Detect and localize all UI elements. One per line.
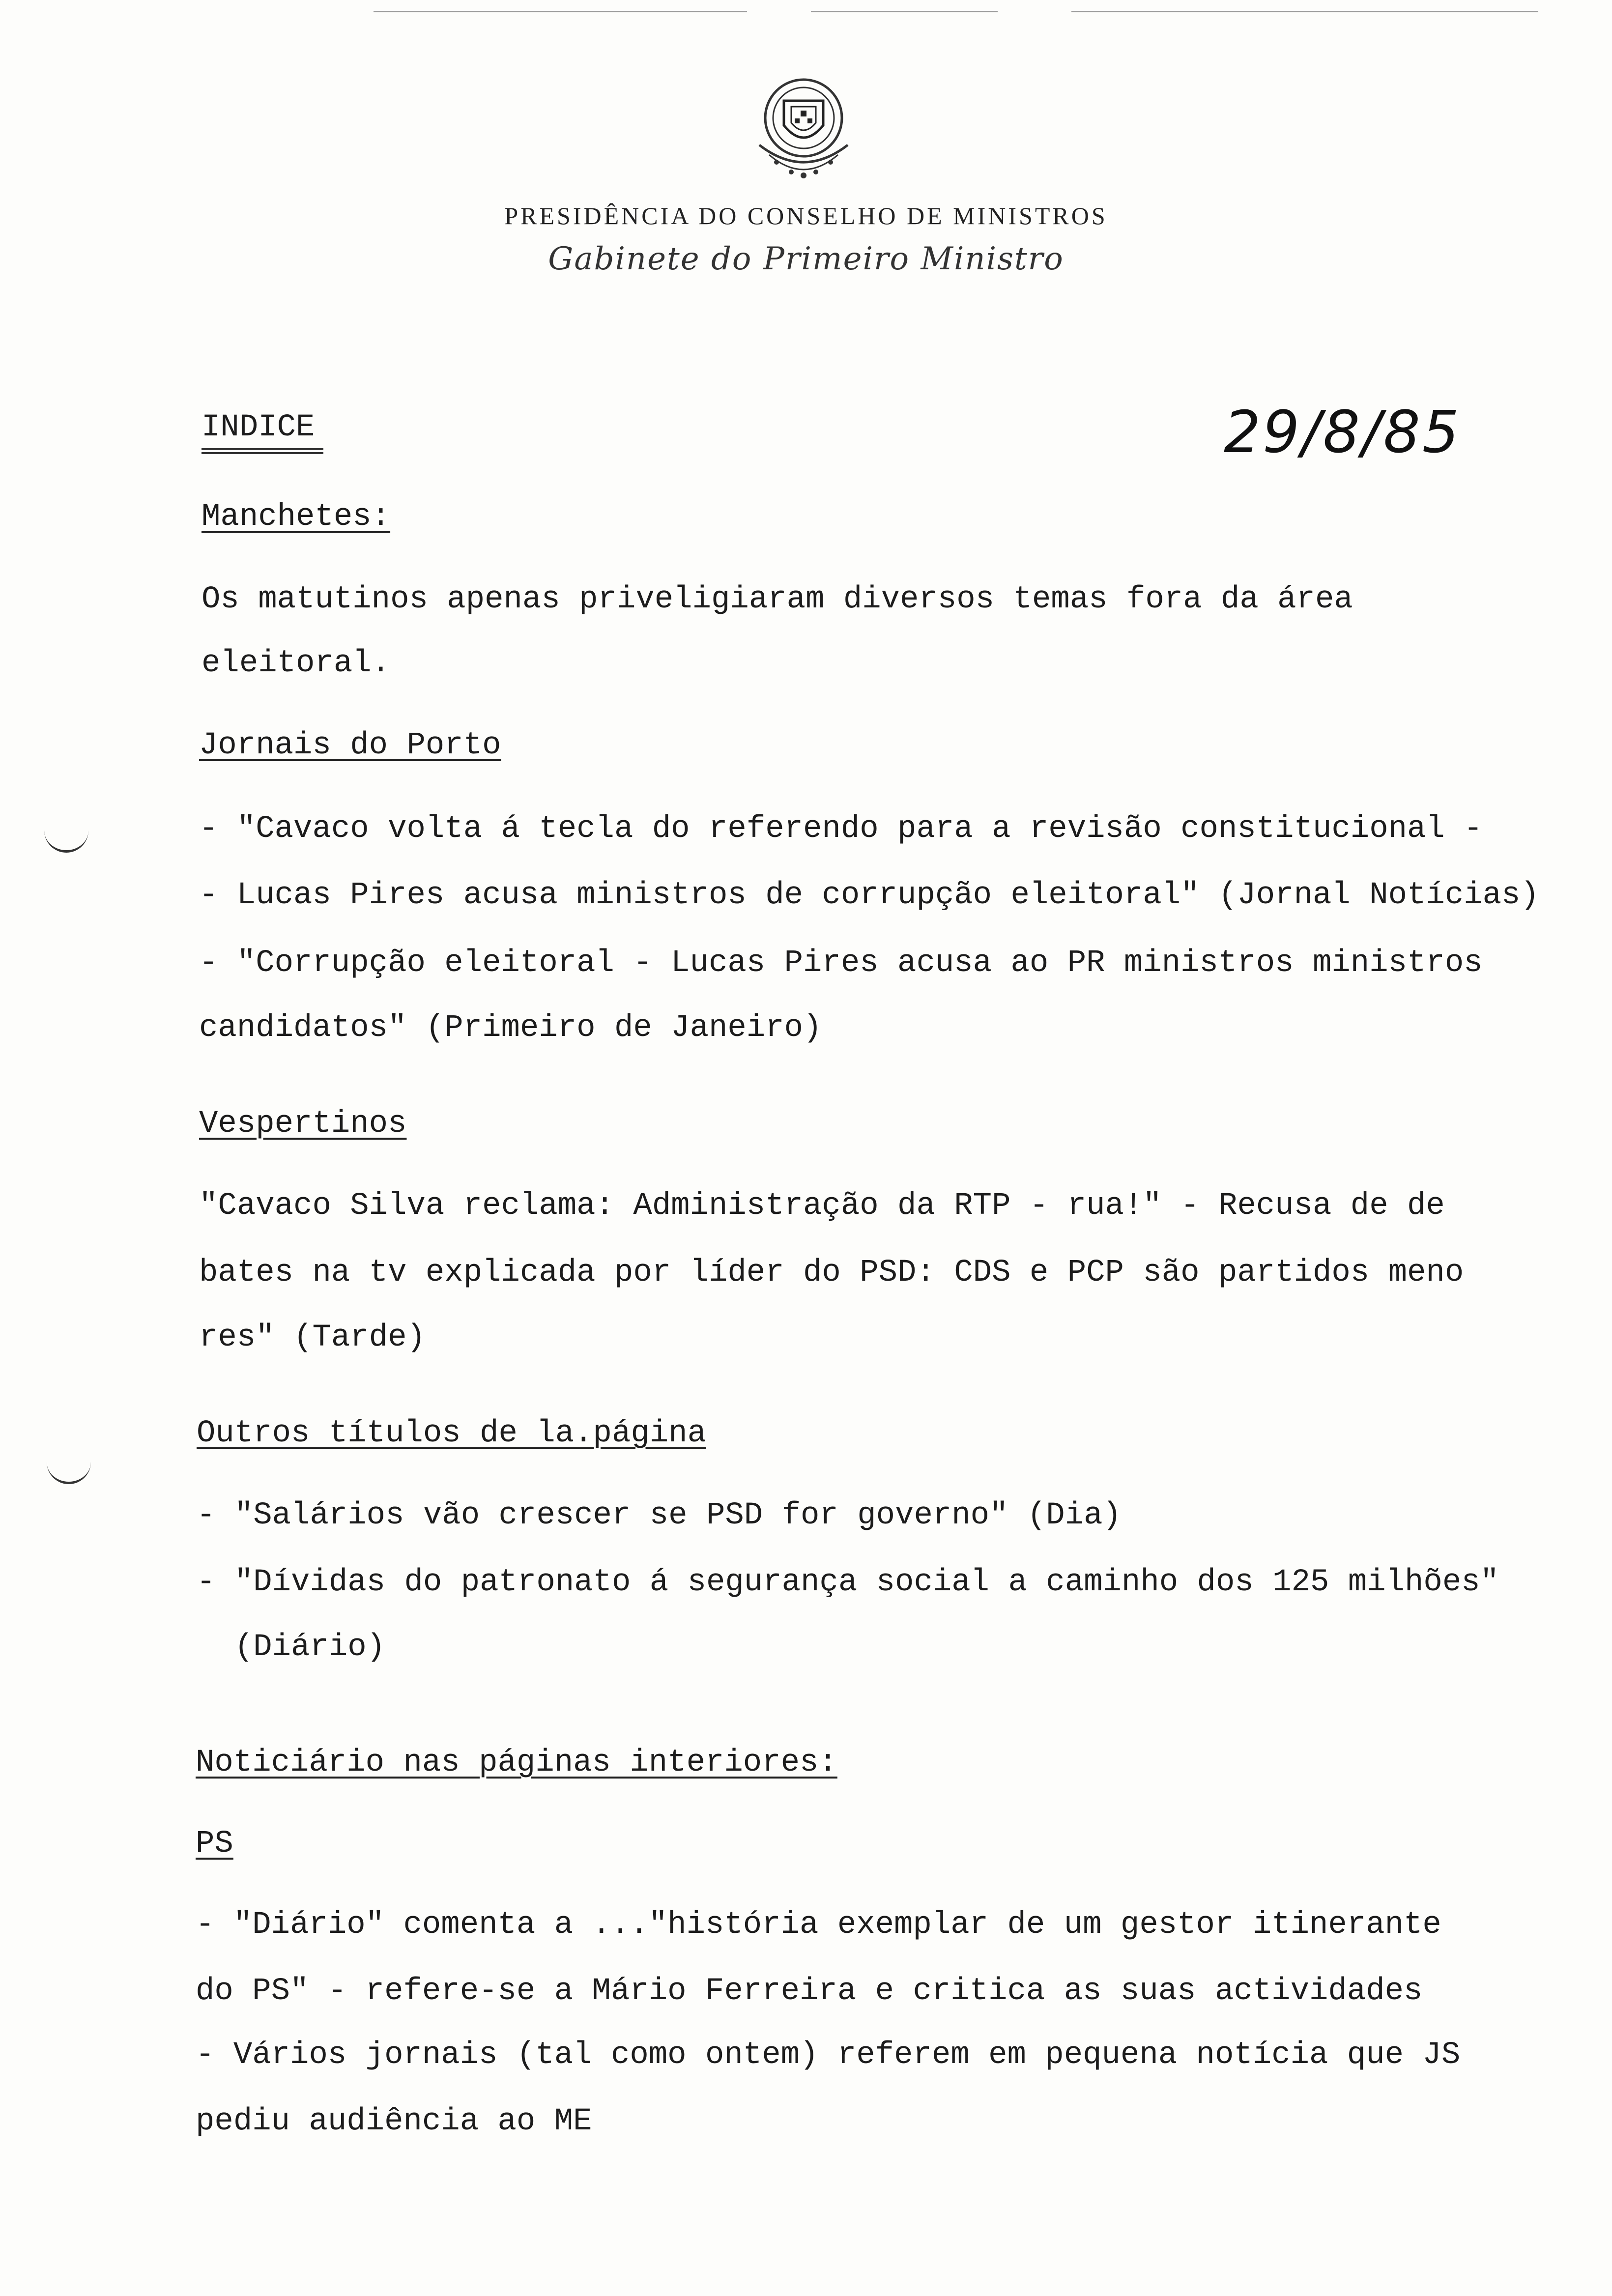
text-line: pediu audiência ao ME [196, 2104, 592, 2139]
index-title: INDICE [202, 410, 315, 445]
office-name: Gabinete do Primeiro Ministro [548, 241, 1064, 277]
text-line: res" (Tarde) [199, 1320, 426, 1355]
text-line: - Lucas Pires acusa ministros de corrupção eleitoral" (Jornal Notícias) [199, 878, 1539, 913]
text-line: do PS" - refere-se a Mário Ferreira e critica as suas actividades [196, 1974, 1423, 2009]
text-line: - "Dívidas do patronato á segurança social a caminho dos 125 milhões" [197, 1565, 1499, 1600]
section-heading-noticiario: Noticiário nas páginas interiores: [196, 1745, 837, 1780]
scan-edge-line [811, 11, 998, 12]
text-line: - Vários jornais (tal como ontem) referem em pequena notícia que JS [196, 2038, 1461, 2073]
margin-punch-mark [44, 831, 88, 853]
scan-edge-line [374, 11, 747, 12]
text-line: - "Corrupção eleitoral - Lucas Pires acusa ao PR ministros ministros [199, 946, 1483, 981]
text-line: Os matutinos apenas priveligiaram diversos temas fora da área [202, 582, 1353, 617]
coat-of-arms-icon [740, 71, 867, 194]
text-line: "Cavaco Silva reclama: Administração da RTP - rua!" - Recusa de de [199, 1188, 1445, 1224]
text-line: (Diário) [197, 1630, 386, 1665]
text-line: - "Diário" comenta a ..."história exemplar de um gestor itinerante [196, 1907, 1441, 1943]
handwritten-date: 29/8/85 [1224, 398, 1461, 466]
text-line: eleitoral. [202, 646, 391, 681]
section-heading-vespertinos: Vespertinos [199, 1106, 407, 1142]
scan-edge-line [1071, 11, 1538, 12]
section-heading-porto: Jornais do Porto [199, 728, 501, 763]
index-title-underline [202, 448, 323, 454]
section-heading-manchetes: Manchetes: [202, 499, 391, 535]
text-line: - "Salários vão crescer se PSD for governo" (Dia) [197, 1498, 1122, 1533]
text-line: - "Cavaco volta á tecla do referendo para a revisão constitucional - [199, 811, 1483, 847]
section-heading-outros: Outros títulos de la.página [197, 1416, 706, 1451]
margin-punch-mark [47, 1462, 91, 1484]
text-line: bates na tv explicada por líder do PSD: CDS e PCP são partidos meno [199, 1255, 1464, 1291]
subsection-heading-ps: PS [196, 1826, 233, 1862]
institution-name: PRESIDÊNCIA DO CONSELHO DE MINISTROS [504, 202, 1108, 230]
text-line: candidatos" (Primeiro de Janeiro) [199, 1010, 822, 1046]
